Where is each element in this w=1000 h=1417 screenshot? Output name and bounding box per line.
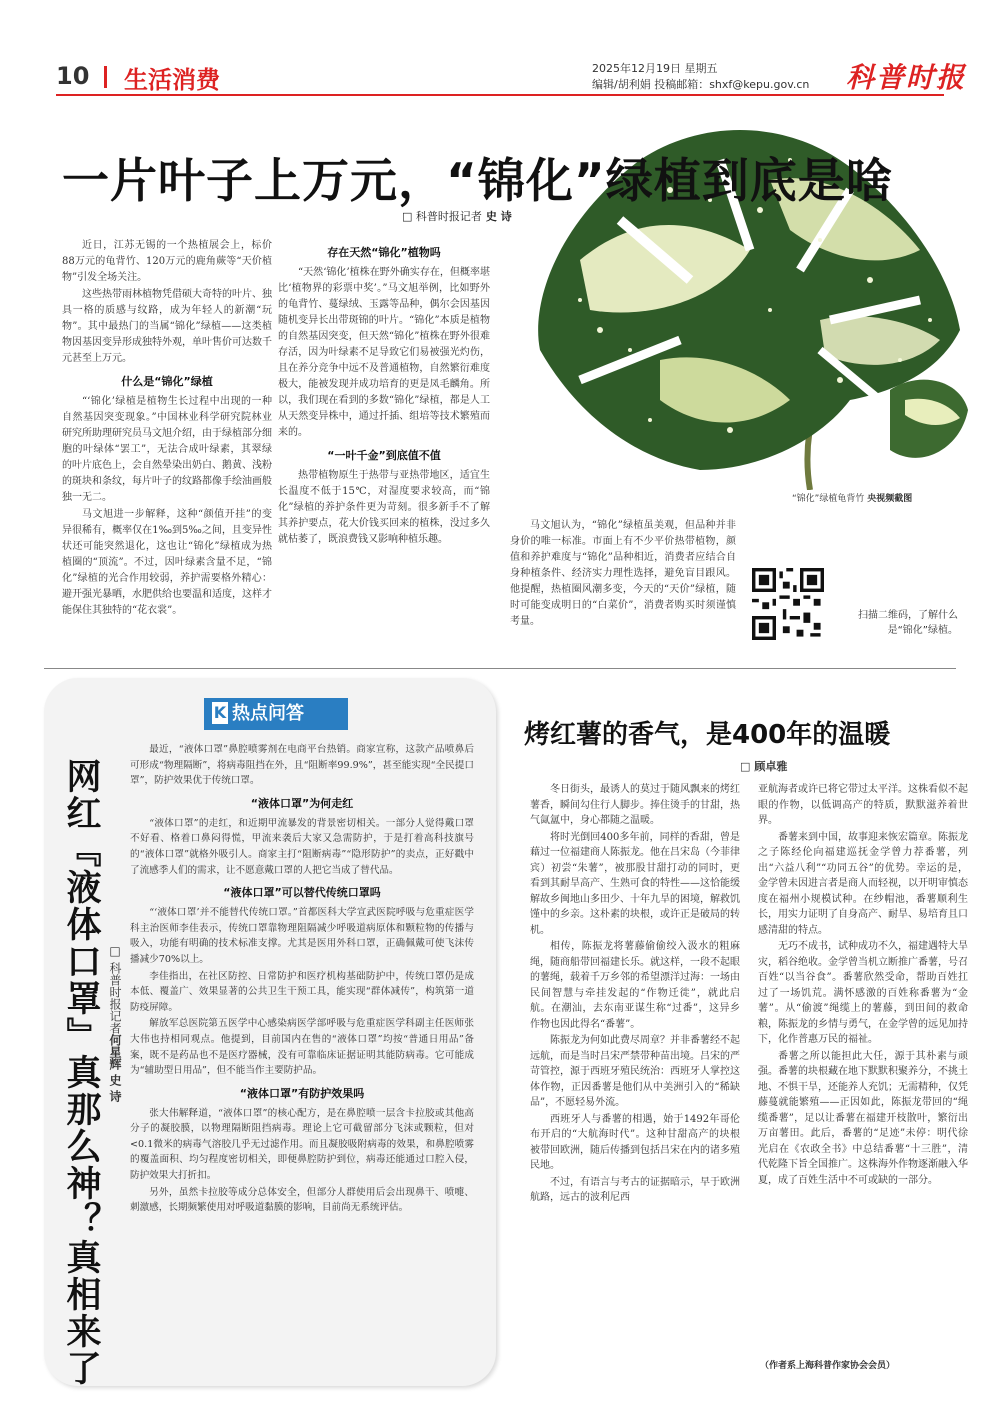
article1-subheading: “一叶千金”到底值不值 — [327, 449, 441, 462]
byline-label: □ — [740, 760, 751, 773]
caption-text: “锦化”绿植龟背竹 — [792, 494, 865, 504]
issue-date: 2025年12月19日 星期五 — [592, 62, 718, 75]
header-divider — [104, 66, 107, 88]
sp-paragraph: 亚航海者或许已将它带过太平洋。这株看似不起眼的作物，以低调高产的特质，默默滋养着世界。 — [758, 784, 968, 826]
sp-paragraph: 无巧不成书，试种成功不久，福建遇特大旱灾，稻谷绝收。金学曾当机立断推广番薯，号召百姓“以当谷食”。番薯欣然受命，帮助百姓扛过了一场饥荒。满怀感激的百姓称番薯为“金薯”。从“偷渡”绳缆上的薯藤，到田间的救命粮，陈振龙的乡情与勇气，在金学曾的远见加持下，化作普惠万民的福祉。 — [758, 941, 968, 1045]
sp-paragraph: 相传，陈振龙将薯藤偷偷绞入汲水的粗麻绳，随商船带回福建长乐。就这样，一段不起眼的薯绳，载着千万乡邻的希望漂洋过海：一场由民间智慧与牵挂发起的“作物迁徙”，就此启航。在潮汕，去东南亚谋生称“过番”，这异乡作物也因此得名“番薯”。 — [530, 941, 740, 1030]
qa-paragraph: 另外，虽然卡拉胶等成分总体安全，但部分人群使用后会出现鼻干、喷嚏、刺激感，长期频繁使用对呼吸道黏膜的影响，目前尚无系统评估。 — [130, 1186, 474, 1214]
qa-byline — [104, 944, 124, 1102]
qa-paragraph: 张大伟解释道，“液体口罩”的核心配方，是在鼻腔喷一层含卡拉胶或其他高分子的凝胶膜，以物理隔断阻挡病毒。理论上它可截留部分飞沫或颗粒，但对<0.1微米的病毒气溶胶几乎无过滤作用。而且凝胶吸附病毒的效果，和鼻腔喷雾的覆盖面积、均匀程度密切相关，即便鼻腔防护到位，病毒还能通过口腔入侵，防护效果大打折扣。 — [130, 1107, 474, 1182]
article1-paragraph: “‘锦化’绿植是植物生长过程中出现的一种自然基因突变现象。”中国林业科学研究院林业研究所助理研究员马文旭介绍，由于绿植部分细胞的叶绿体“罢工”，无法合成叶绿素，其翠绿的叶片底色上，会自然晕染出奶白、鹅黄、浅粉的斑块和条纹，每片叶子的纹路都像手绘油画般独一无二。 — [62, 396, 272, 503]
article1-paragraph: 马文旭认为，“锦化”绿植虽美观，但品种并非身价的唯一标准。市面上有不少平价热带植物，颜值和养护难度与“锦化”品种相近，消费者应结合自身种植条件、经济实力理性选择，避免盲目跟风。他提醒，热植圈风潮多变，今天的“天价”绿植，随时可能变成明日的“白菜价”，消费者购买时须谨慎考量。 — [510, 520, 736, 627]
qa-subheading: “液体口罩”为何走红 — [250, 796, 354, 810]
sp-paragraph: 将时光倒回400多年前，同样的香甜，曾是藉过一位福建商人陈振龙。他在吕宋岛（今菲律宾）初尝“朱薯”，被那股甘甜打动的同时，更看到其耐旱高产、生熟可食的特性——这恰能缓解故乡闽地山多田少、十年九旱的困境，解救饥馑中的乡亲。这朴素的块根，或许正是破局的转机。 — [530, 831, 740, 936]
qa-subheading: “液体口罩”可以替代传统口罩吗 — [223, 886, 381, 900]
author-note: （作者系上海科普作家协会会员） — [760, 1361, 896, 1371]
sweet-potato-headline: 烤红薯的香气，是400年的温暖 — [524, 720, 891, 750]
qa-paragraph: “液体口罩”的走红，和近期甲流暴发的背景密切相关。一部分人觉得戴口罩不好看、格着口鼻闷得慌，甲流来袭后大家又急需防护，于是打着高科技旗号的“液体口罩”就格外吸引人。商家主打“阻断病毒”“隐形防护”的卖点，正好戳中了流感季人们的需求，让不愿意戴口罩的人把它当成了替代品。 — [130, 817, 474, 876]
page-header — [0, 0, 1000, 100]
editor-info: 编辑/胡利娟 投稿邮箱：shxf@kepu.gov.cn — [592, 78, 810, 91]
article1-column-3 — [510, 518, 736, 662]
sp-paragraph: 番薯来到中国，故事迎来恢宏篇章。陈振龙之子陈经伦向福建巡抚金学曾力荐番薯，列出“六益八利”“功同五谷”的优势。幸运的是，金学曾未因进言者是商人而轻视，以开明审慎态度在福州小规模试种。在纱帽池，番薯顺利生长，用实力证明了自身高产、耐旱、易培育且口感清甜的特点。 — [758, 831, 968, 936]
sp-paragraph: 西班牙人与番薯的相遇，始于1492年哥伦布开启的“大航海时代”。这种甘甜高产的块根被带回欧洲，随后传播到包括吕宋在内的诸多殖民地。 — [530, 1113, 740, 1171]
qa-subheading: “液体口罩”有防护效果吗 — [239, 1086, 365, 1100]
article1-paragraph: 这些热带雨林植物凭借硕大奇特的叶片、独具一格的质感与纹路，成为年轻人的新潮“玩物”。其中最热门的当属“锦化”绿植——这类植物因基因变异形成独特外观，单叶售价可达数千元甚至上万元。 — [62, 289, 272, 364]
sweet-potato-column-2 — [758, 782, 968, 1352]
qa-paragraph: 最近，“液体口罩”鼻腔喷雾剂在电商平台热销。商家宣称，这款产品喷鼻后可形成“物理隔断”，将病毒阻挡在外，且“阻断率99.9%”，甚至能实现“全民提口罩”，防护效果优于传统口罩。 — [130, 744, 474, 787]
qa-paragraph: 解放军总医院第五医学中心感染病医学部呼吸与危重症医学科副主任医师张大伟也持相同观点。他提到，目前国内在售的“液体口罩”均按“普通日用品”备案，既不是药品也不是医疗器械，没有可靠临床证据证明其能防病毒。它可能成为“辅助型日用品”，但不能当作主要防护品。 — [130, 1018, 474, 1077]
k-logo-icon: K — [213, 703, 227, 722]
header-rule — [56, 94, 944, 96]
badge-label: 热点问答 — [232, 703, 304, 724]
qr-code[interactable] — [752, 568, 824, 640]
sweet-potato-byline — [740, 758, 787, 774]
byline-label: □ 科普时报记者 — [108, 944, 122, 1034]
article1-subheading: 存在天然“锦化”植物吗 — [327, 246, 441, 259]
photo-caption — [792, 491, 912, 504]
section-name: 生活消费 — [124, 66, 220, 94]
article1-paragraph: 热带植物原生于热带与亚热带地区，适宜生长温度不低于15℃，对湿度要求较高，而“锦化”绿植的养护条件更为苛刻。很多新手不了解其养护要点，花大价钱买回来的植株，没过多久就枯萎了，既浪费钱又影响种植乐趣。 — [278, 470, 490, 545]
article1-column-1 — [62, 238, 272, 662]
sweet-potato-column-1 — [530, 782, 740, 1356]
hot-qa-badge — [204, 698, 348, 730]
sp-paragraph: 番薯之所以能担此大任，源于其朴素与顽强。番薯的块根藏在地下默默积聚养分，不挑土地、不惧干旱，还能养人充饥；无需精种，仅凭藤蔓就能繁殖——正因如此，陈振龙带回的“绳缆番薯”，足以让番薯在福建开枝散叶，繁衍出万亩薯田。此后，番薯的“足迹”未停：明代徐光启在《农政全书》中总结番薯“十三胜”，清代乾隆下旨全国推广。这株海外作物逐渐融入华夏，成了百姓生活中不可或缺的一部分。 — [758, 1050, 968, 1186]
qa-headline: 网红『液体口罩』真那么神？真相来了 — [61, 758, 101, 1387]
qa-paragraph: 李佳指出，在社区防控、日常防护和医疗机构基础防护中，传统口罩仍是成本低、覆盖广、效果显著的公共卫生干预工具，能实现“群体减传”，构筑第一道防疫屏障。 — [130, 970, 474, 1013]
page-number: 10 — [56, 62, 90, 90]
byline-label: □ 科普时报记者 — [402, 210, 482, 223]
section-divider — [44, 668, 956, 669]
caption-credit: 央视频截图 — [867, 494, 913, 504]
article1-paragraph: “天然‘锦化’植株在野外确实存在，但概率堪比‘植物界的彩票中奖’。”马文旭举例，比如野外的龟背竹、蔓绿绒、玉露等品种，偶尔会因基因随机变异长出带斑锦的叶片。“锦化”本质是植物的自然基因突变，但天然“锦化”植株在野外很难存活，因为叶绿素不足导致它们易被强光灼伤，且在养分竞争中远不及普通植物，自然繁衍难度极大，能被发现并成功培育的更是凤毛麟角。所以，我们现在看到的多数“锦化”绿植，都是人工从天然变异株中，通过扦插、组培等技术繁殖而来的。 — [278, 267, 490, 438]
article1-column-2 — [278, 238, 490, 662]
article1-paragraph: 近日，江苏无锡的一个热植展会上，标价88万元的龟背竹、120万元的鹿角蕨等“天价植物”引发全场关注。 — [62, 240, 272, 283]
masthead-logo: 科普时报 — [846, 61, 967, 94]
qa-body — [130, 742, 474, 1370]
sp-paragraph: 陈振龙为何如此费尽周章？并非番薯经不起远航，而是当时吕宋严禁带种苗出境。吕宋的严苛管控，源于西班牙殖民统治：西班牙人掌控这体作物，正因番薯是他们从中美洲引入的“稀缺品”，不愿轻易外流。 — [530, 1035, 740, 1108]
article1-byline — [402, 208, 512, 224]
byline-authors: 何星辉 史 诗 — [108, 1033, 122, 1103]
article1-subheading: 什么是“锦化”绿植 — [121, 375, 213, 388]
sp-paragraph: 不过，有语言与考古的证据暗示，早于欧洲航路，远古的波利尼西 — [530, 1176, 740, 1203]
main-headline: 一片叶子上万元，“锦化”绿植到底是啥 — [62, 154, 894, 209]
sp-paragraph: 冬日街头，最诱人的莫过于随风飘来的烤红薯香，瞬间勾住行人脚步。捧住烫手的甘甜，热气氤氲中，身心都随之温暖。 — [530, 784, 740, 826]
article1-paragraph: 马文旭进一步解释，这种“颜值开挂”的变异很稀有，概率仅在1‰到5‰之间，且变异性状还可能突然退化，这也让“锦化”绿植成为热植圈的“顶流”。不过，因叶绿素含量不足，“锦化”绿植的光合作用较弱，养护需要格外精心：避开强光暴晒，水肥供给也要温和适度，这样才能保住其独特的“花衣裳”。 — [62, 509, 272, 616]
qa-paragraph: “‘液体口罩’并不能替代传统口罩。”首都医科大学宣武医院呼吸与危重症医学科主治医师李佳表示，传统口罩靠物理阻隔减少呼吸道病原体和颗粒物的传播与吸入，功能有明确的技术标准支撑。尤其是医用外科口罩，正确佩戴可使飞沫传播减少70%以上。 — [130, 907, 474, 965]
byline-author: 顾卓雅 — [754, 760, 788, 773]
byline-author: 史 诗 — [485, 210, 512, 223]
qr-caption: 扫描二维码，了解什么是“锦化”绿植。 — [858, 610, 958, 636]
